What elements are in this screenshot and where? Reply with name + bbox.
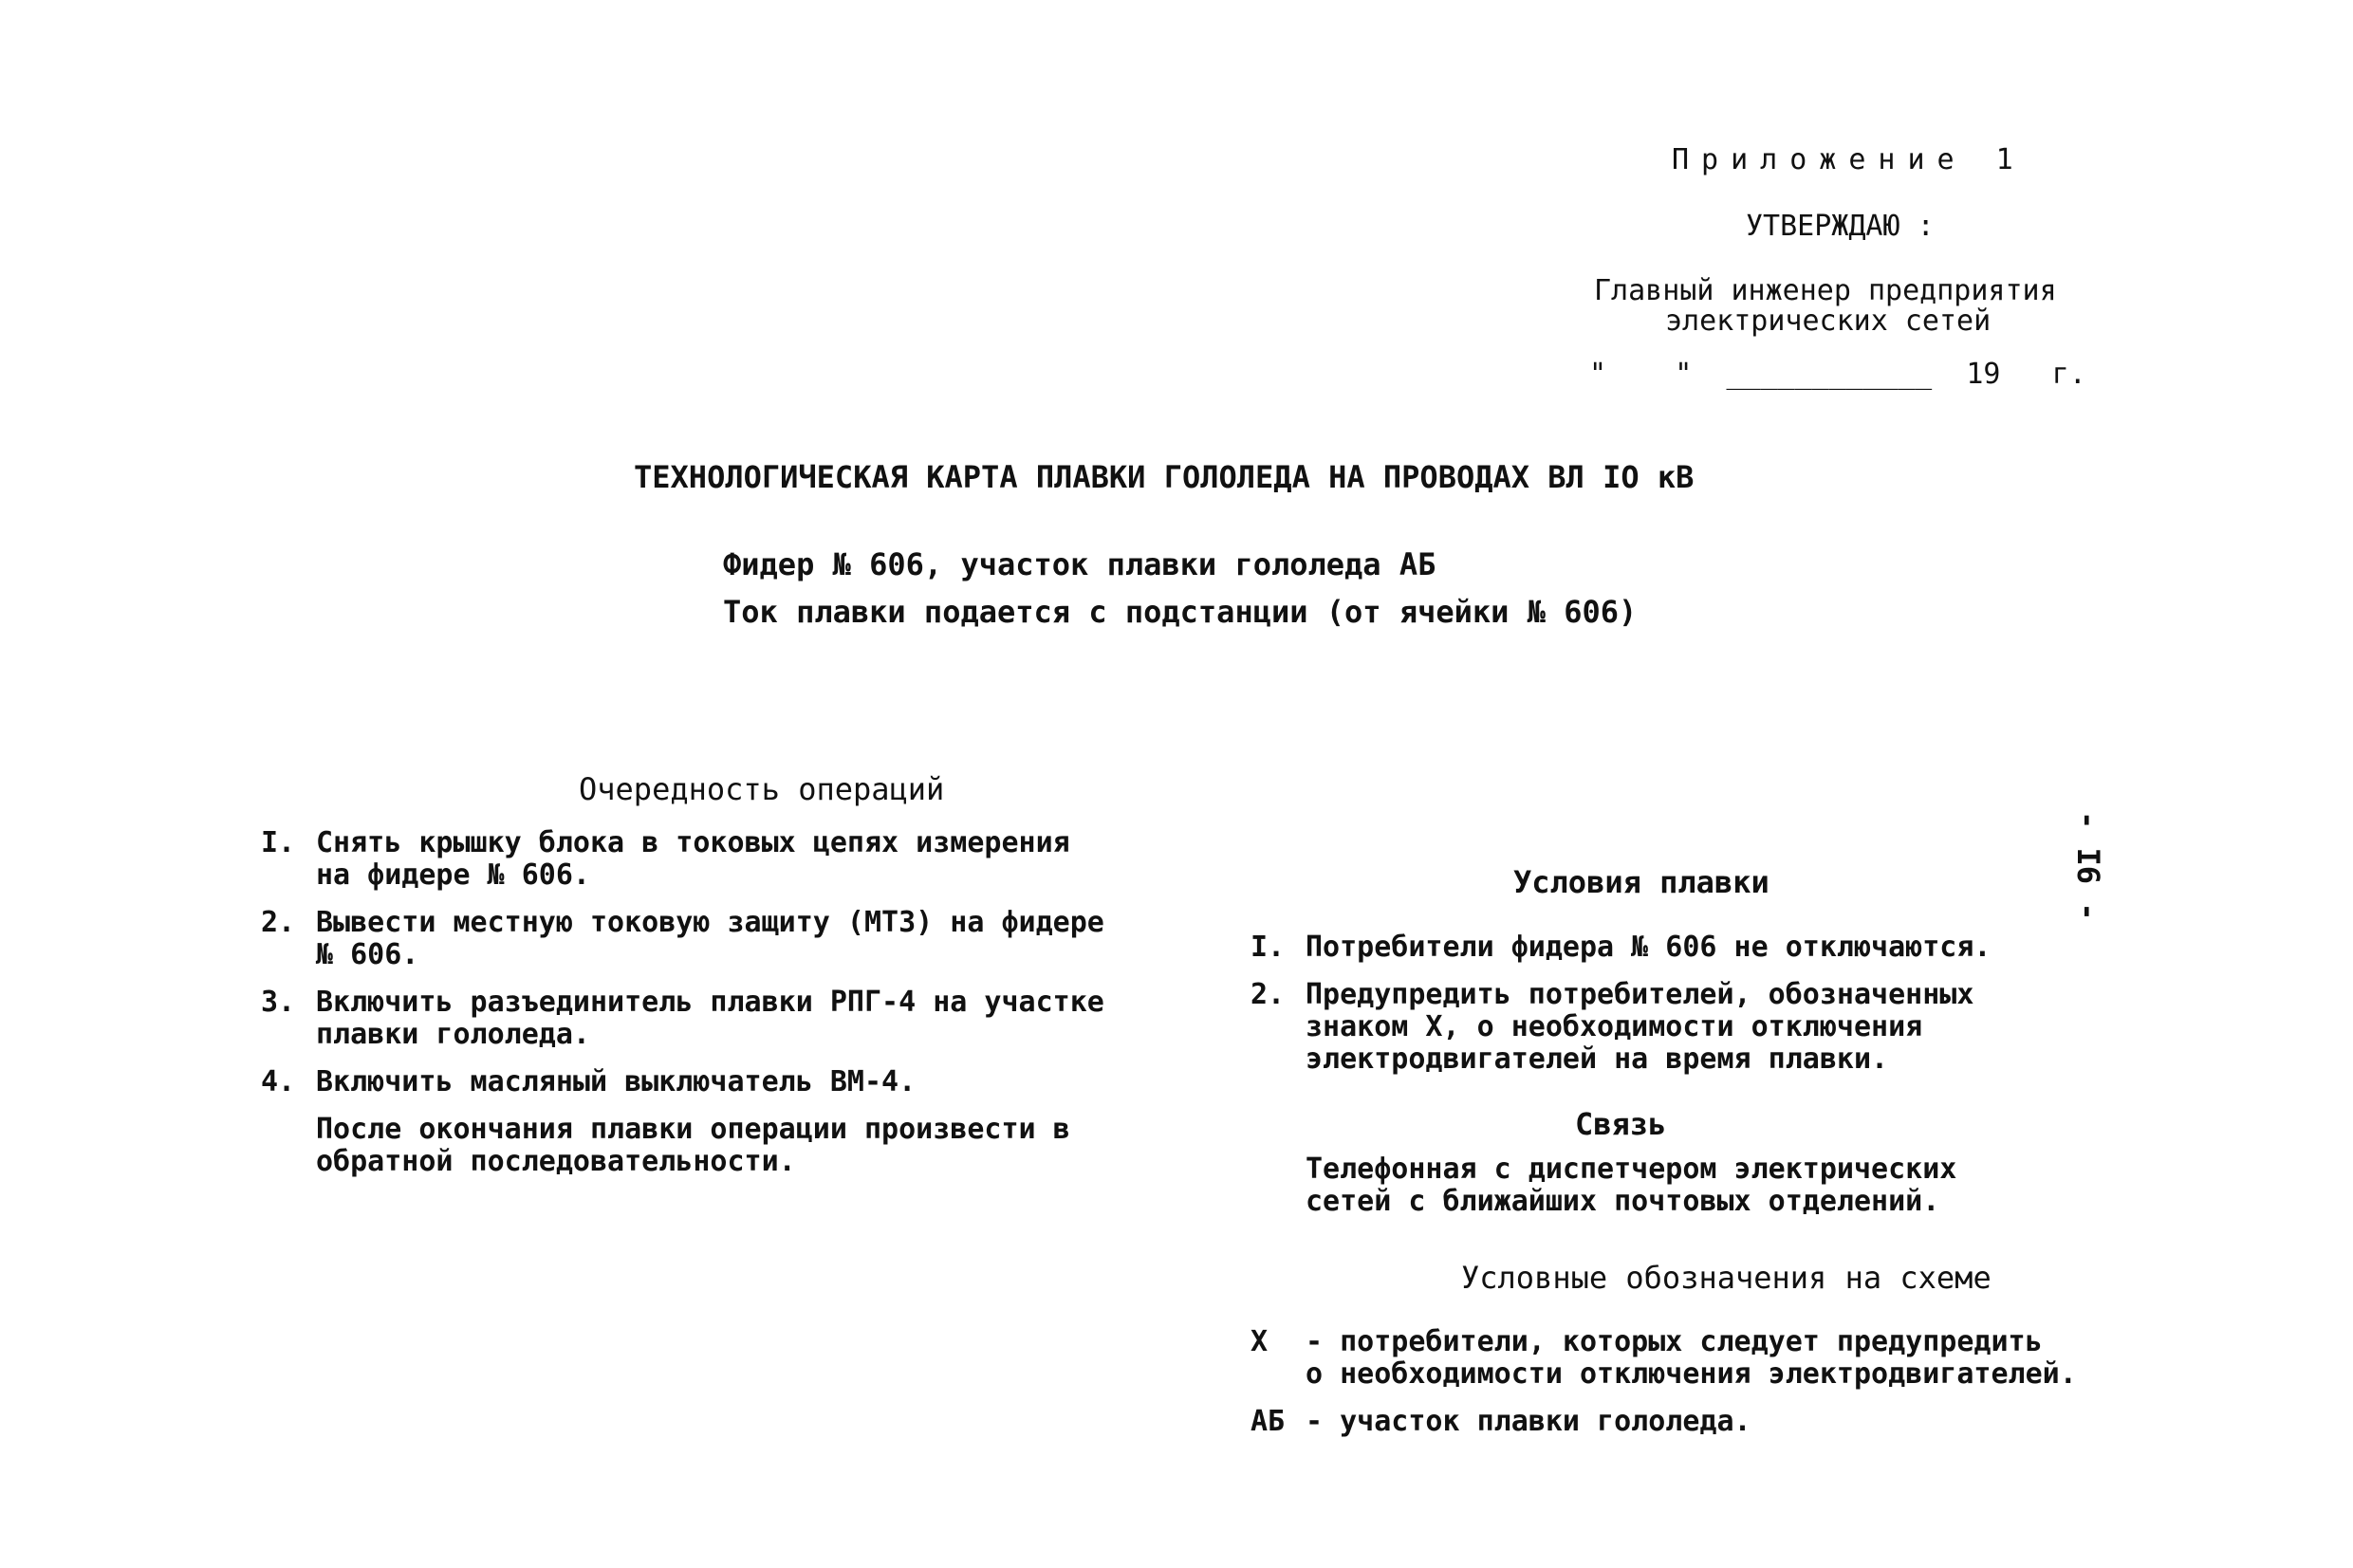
condition-text: Потребители фидера № 606 не отключаются. [1306,931,1992,964]
communication-text: Телефонная с диспетчером электрических сетей с ближайших почтовых отделений. [1306,1153,1957,1218]
operations-heading: Очередность операций [579,771,945,807]
operation-number: 3. [261,986,296,1019]
operation-number: I. [261,826,296,859]
operation-item-3 [261,987,1248,1051]
approval-date-line: " " ____________ 19 г. [1589,358,2086,391]
page-number: - I6 - [2070,811,2106,921]
operation-item-1 [261,827,1248,892]
legend-text: - потребители, которых следует предупредить о необходимости отключения электродвигателей. [1306,1325,2077,1391]
approve-label: УТВЕРЖДАЮ : [1746,210,1935,243]
approver-position-line1: Главный инженер предприятия [1594,274,2057,307]
legend-list [1251,1326,2323,1453]
condition-number: 2. [1251,978,1286,1011]
current-source-line: Ток плавки подается с подстанции (от ячейки № 606) [723,594,1638,630]
condition-text: Предупредить потребителей, обозначенных знаком Х, о необходимости отключения электродвигателей на время плавки. [1306,978,1974,1076]
document-title: ТЕХНОЛОГИЧЕСКАЯ КАРТА ПЛАВКИ ГОЛОЛЕДА НА ПРОВОДАХ ВЛ IO кВ [634,459,1695,495]
operation-text: Снять крышку блока в токовых цепях измерения на фидере № 606. [316,826,1070,892]
operation-text: Вывести местную токовую защиту (МТЗ) на фидере № 606. [316,906,1104,971]
operation-item-2 [261,907,1248,971]
communication-heading: Связь [1575,1106,1667,1142]
legend-item-x [1251,1326,2323,1391]
legend-heading: Условные обозначения на схеме [1461,1260,1992,1296]
condition-number: I. [1251,931,1286,964]
legend-text: - участок плавки гололеда. [1306,1405,1751,1438]
conditions-heading: Условия плавки [1513,864,1769,900]
operation-number: 2. [261,906,296,939]
operation-item-4 [261,1066,1248,1098]
condition-item-2 [1251,979,2218,1076]
approver-position-line2: электрических сетей [1665,304,1992,338]
operations-note: После окончания плавки операции произвести в обратной последовательности. [316,1113,1070,1178]
conditions-list [1251,932,2218,1091]
condition-item-1 [1251,932,2218,964]
legend-symbol: Х [1251,1325,1269,1358]
operations-list [261,827,1248,1178]
feeder-line: Фидер № 606, участок плавки гололеда АБ [723,546,1436,582]
legend-item-ab [1251,1406,2323,1438]
legend-symbol: АБ [1251,1405,1286,1438]
operation-text: Включить масляный выключатель ВМ-4. [316,1065,917,1098]
operation-text: Включить разъединитель плавки РПГ-4 на участке плавки гололеда. [316,986,1104,1051]
appendix-label: Приложение 1 [1672,143,2026,176]
operation-number: 4. [261,1065,296,1098]
